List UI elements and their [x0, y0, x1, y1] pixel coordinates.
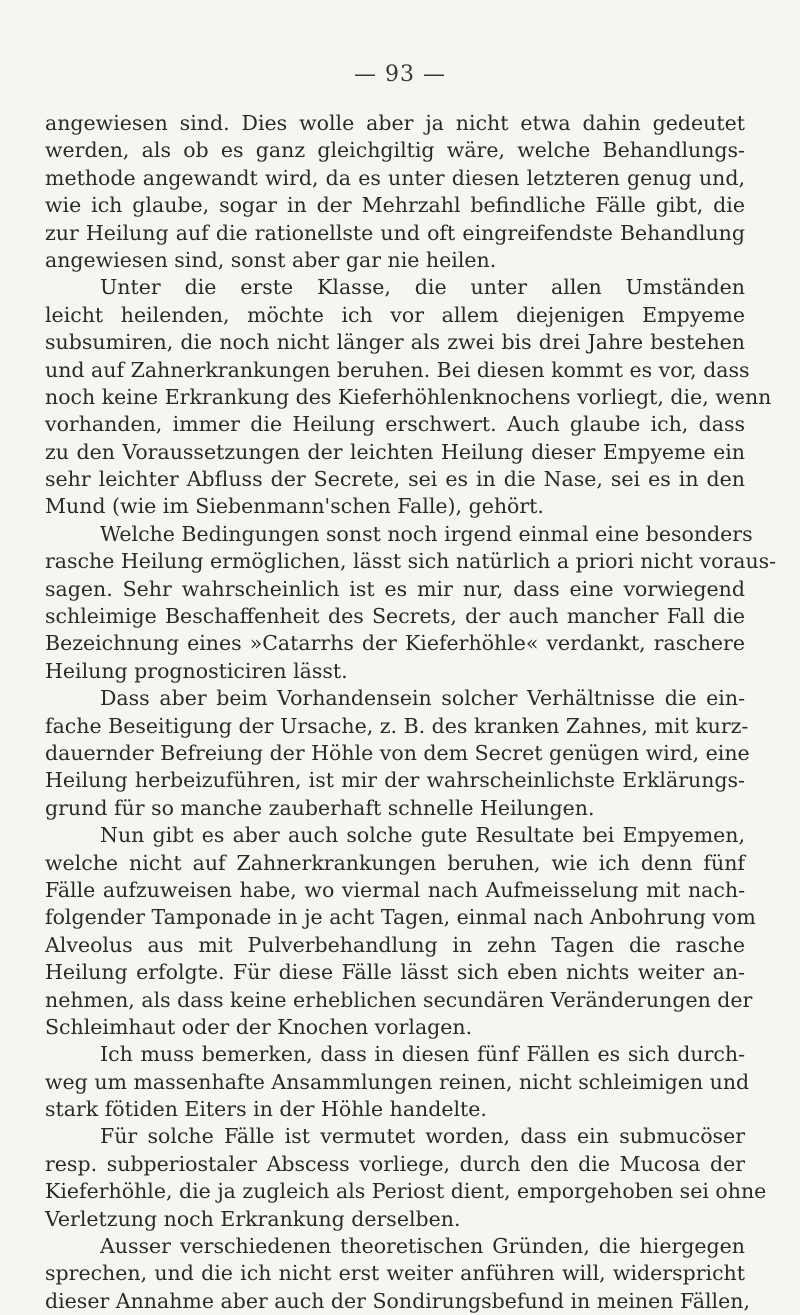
text-line: fache Beseitigung der Ursache, z. B. des kranken Zahnes, mit kurz- [45, 713, 749, 738]
text-line: dieser Annahme aber auch der Sondirungsbefund in meinen Fällen, [45, 1288, 750, 1313]
text-line: Unter die erste Klasse, die unter allen Umständen [100, 275, 745, 300]
page-number: — 93 — [354, 62, 446, 87]
body-text [45, 110, 777, 1315]
text-line: noch keine Erkrankung des Kieferhöhlenknochens vorliegt, die, wenn [45, 384, 772, 409]
text-line: welche nicht auf Zahnerkrankungen beruhen, wie ich denn fünf [45, 850, 745, 875]
text-line: Heilung herbeizuführen, ist mir der wahrscheinlichste Erklärungs- [45, 768, 745, 793]
text-line: Bezeichnung eines »Catarrhs der Kieferhöhle« verdankt, raschere [45, 631, 745, 656]
text-line: Fälle aufzuweisen habe, wo viermal nach Aufmeisselung mit nach- [45, 877, 745, 902]
text-line: Dass aber beim Vorhandensein solcher Verhältnisse die ein- [100, 686, 745, 711]
text-line: Kieferhöhle, die ja zugleich als Periost dient, emporgehoben sei ohne [45, 1179, 767, 1204]
text-line: weg um massenhafte Ansammlungen reinen, nicht schleimigen und [45, 1069, 750, 1094]
text-line: Heilung erfolgte. Für diese Fälle lässt sich eben nichts weiter an- [45, 960, 745, 985]
text-line: werden, als ob es ganz gleichgiltig wäre, welche Behandlungs- [45, 138, 745, 163]
text-line: rasche Heilung ermöglichen, lässt sich natürlich a priori nicht voraus- [45, 549, 777, 574]
text-line: subsumiren, die noch nicht länger als zwei bis drei Jahre bestehen [45, 330, 745, 355]
text-line: angewiesen sind. Dies wolle aber ja nicht etwa dahin gedeutet [45, 111, 745, 135]
text-line: Ausser verschiedenen theoretischen Gründen, die hiergegen [100, 1234, 745, 1259]
text-line: Schleimhaut oder der Knochen vorlagen. [45, 1014, 473, 1039]
text-line: wie ich glaube, sogar in der Mehrzahl befindliche Fälle gibt, die [45, 193, 745, 218]
text-line: stark fötiden Eiters in der Höhle handelte. [45, 1097, 487, 1122]
text-line: sehr leichter Abfluss der Secrete, sei es in die Nase, sei es in den [45, 467, 745, 492]
text-line: Für solche Fälle ist vermutet worden, dass ein submucöser [100, 1124, 745, 1149]
text-line: Welche Bedingungen sonst noch irgend einmal eine besonders [100, 521, 753, 546]
text-line: Mund (wie im Siebenmann'schen Falle), gehört. [45, 494, 544, 519]
text-line: Ich muss bemerken, dass in diesen fünf Fällen es sich durch- [100, 1042, 745, 1067]
text-line: sagen. Sehr wahrscheinlich ist es mir nur, dass eine vorwiegend [45, 576, 745, 601]
text-line: methode angewandt wird, da es unter diesen letzteren genug und, [45, 165, 745, 190]
text-line: Nun gibt es aber auch solche gute Resultate bei Empyemen, [100, 823, 745, 848]
text-line: angewiesen sind, sonst aber gar nie heilen. [45, 247, 497, 272]
text-line: vorhanden, immer die Heilung erschwert. Auch glaube ich, dass [45, 412, 745, 437]
text-line: und auf Zahnerkrankungen beruhen. Bei diesen kommt es vor, dass [45, 357, 750, 382]
text-line: Verletzung noch Erkrankung derselben. [45, 1206, 461, 1231]
text-line: nehmen, als dass keine erheblichen secundären Veränderungen der [45, 987, 753, 1012]
text-line: schleimige Beschaffenheit des Secrets, der auch mancher Fall die [45, 604, 745, 629]
text-line: Heilung prognosticiren lässt. [45, 658, 348, 683]
text-line: leicht heilenden, möchte ich vor allem diejenigen Empyeme [45, 302, 745, 327]
text-line: dauernder Befreiung der Höhle von dem Secret genügen wird, eine [45, 740, 750, 765]
text-line: folgender Tamponade in je acht Tagen, einmal nach Anbohrung vom [45, 905, 756, 930]
text-line: zu den Voraussetzungen der leichten Heilung dieser Empyeme ein [45, 439, 745, 464]
text-line: zur Heilung auf die rationellste und oft eingreifendste Behandlung [45, 220, 745, 245]
text-line: grund für so manche zauberhaft schnelle Heilungen. [45, 795, 595, 820]
text-line: sprechen, und die ich nicht erst weiter anführen will, widerspricht [45, 1261, 745, 1286]
text-line: resp. subperiostaler Abscess vorliege, durch den die Mucosa der [45, 1151, 745, 1176]
text-line: Alveolus aus mit Pulverbehandlung in zehn Tagen die rasche [45, 932, 745, 957]
